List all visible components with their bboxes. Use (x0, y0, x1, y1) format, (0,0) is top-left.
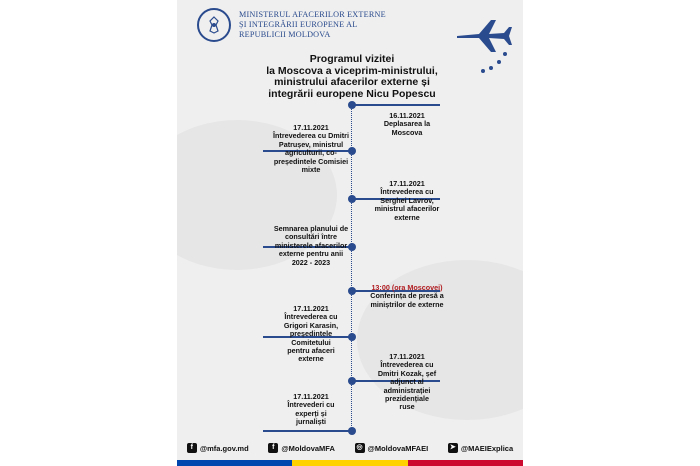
entry-line: 16.11.2021 (389, 111, 425, 120)
entry-line: Deplasarea la (383, 119, 431, 129)
entry-line: Grigori Karasin, (283, 320, 339, 330)
footer-telegram (448, 443, 513, 453)
title-line: Programul vizitei (309, 53, 395, 65)
entry-line: 17.11.2021 (293, 304, 329, 313)
timeline-entry (269, 393, 353, 427)
flag-yellow (292, 460, 407, 466)
timeline-entry (365, 284, 449, 309)
timeline-connector (352, 104, 440, 106)
entry-line: experți și (295, 408, 327, 418)
ministry-line: MINISTERUL AFACERILOR EXTERNE (239, 10, 386, 19)
flag-red (408, 460, 523, 466)
social-footer (177, 438, 523, 458)
web-handle: @mfa.gov.md (199, 443, 249, 453)
entry-line: 17.11.2021 (293, 392, 329, 401)
timeline-entry (365, 112, 449, 137)
ministry-seal-icon (197, 8, 231, 42)
entry-line: Întrevederea cu Dmitri (273, 131, 349, 141)
entry-line: ruse (399, 402, 415, 412)
title-line: integrării europene Nicu Popescu (268, 87, 436, 100)
entry-line: Întrevederea cu (284, 312, 338, 322)
flag-blue (177, 460, 292, 466)
entry-time: 13:00 (ora Moscovei) (371, 283, 443, 292)
entry-line: președintele Comisiei (273, 156, 349, 166)
entry-line: agriculturii, co- (285, 148, 337, 158)
entry-line: 17.11.2021 (389, 179, 425, 188)
entry-line: 17.11.2021 (293, 123, 329, 132)
footer-web (187, 443, 249, 453)
entry-line: Semnarea planului de (273, 224, 349, 233)
telegram-handle: @MAEIExplica (460, 443, 514, 453)
entry-line: mixte (301, 165, 321, 175)
ministry-name (239, 10, 386, 40)
page-title (237, 54, 467, 100)
entry-line: externe (394, 212, 420, 222)
entry-line: Serghei Lavrov, (380, 195, 434, 205)
footer-facebook (268, 443, 335, 453)
title-line: la Moscova a viceprim-ministrului, (266, 64, 438, 77)
timeline-dot (348, 287, 356, 295)
entry-line: administrației (383, 385, 431, 395)
ministry-line: ȘI INTEGRĂRII EUROPENE AL (239, 20, 358, 29)
facebook-handle: @MoldovaMFA (281, 443, 335, 453)
ministry-line: REPUBLICII MOLDOVA (239, 30, 331, 39)
entry-line: externe pentru anii (278, 249, 344, 259)
entry-line: adjunct al (390, 377, 424, 387)
tricolor-flag-strip (177, 460, 523, 466)
entry-line: Întrevederea cu (380, 187, 434, 197)
timeline-dot (348, 377, 356, 385)
timeline-dot (348, 101, 356, 109)
entry-line: miniștrilor de externe (370, 299, 444, 309)
entry-line: 2022 - 2023 (291, 257, 331, 267)
title-line: ministrului afacerilor externe și (274, 76, 430, 88)
timeline-dot (348, 195, 356, 203)
entry-line: Întrevederea cu (380, 360, 434, 370)
timeline-entry (269, 124, 353, 174)
entry-line: externe (298, 354, 324, 364)
infographic-poster (177, 0, 523, 466)
entry-line: ministerele afacerilor (274, 240, 348, 250)
timeline-dot (348, 427, 356, 435)
entry-line: jurnaliști (296, 417, 326, 427)
entry-line: Conferința de presă a (370, 291, 444, 301)
entry-line: Întrevederi cu (287, 400, 335, 410)
entry-line: pentru afaceri (287, 346, 335, 356)
instagram-icon: ◎ (356, 444, 363, 451)
entry-line: 17.11.2021 (389, 352, 425, 361)
instagram-handle: @MoldovaMFAEI (367, 443, 429, 453)
entry-line: președintele (289, 329, 333, 339)
ministry-header (197, 8, 386, 42)
entry-line: Patrușev, ministrul (278, 139, 344, 149)
timeline-entry (365, 180, 449, 222)
timeline-entry (365, 353, 449, 412)
facebook-icon: f (187, 443, 197, 453)
timeline-entry (269, 225, 353, 267)
footer-instagram (355, 443, 429, 453)
timeline-connector (263, 430, 352, 432)
entry-line: Dmitri Kozak, șef (377, 368, 437, 378)
facebook-icon: f (268, 443, 278, 453)
entry-line: consultări între (285, 232, 337, 242)
timeline-entry (269, 305, 353, 364)
entry-line: ministrul afacerilor (374, 204, 440, 214)
entry-line: Comitetului (291, 337, 331, 347)
entry-line: prezidențiale (385, 394, 429, 404)
entry-line: Moscova (391, 127, 423, 137)
telegram-icon: ➤ (448, 443, 458, 453)
